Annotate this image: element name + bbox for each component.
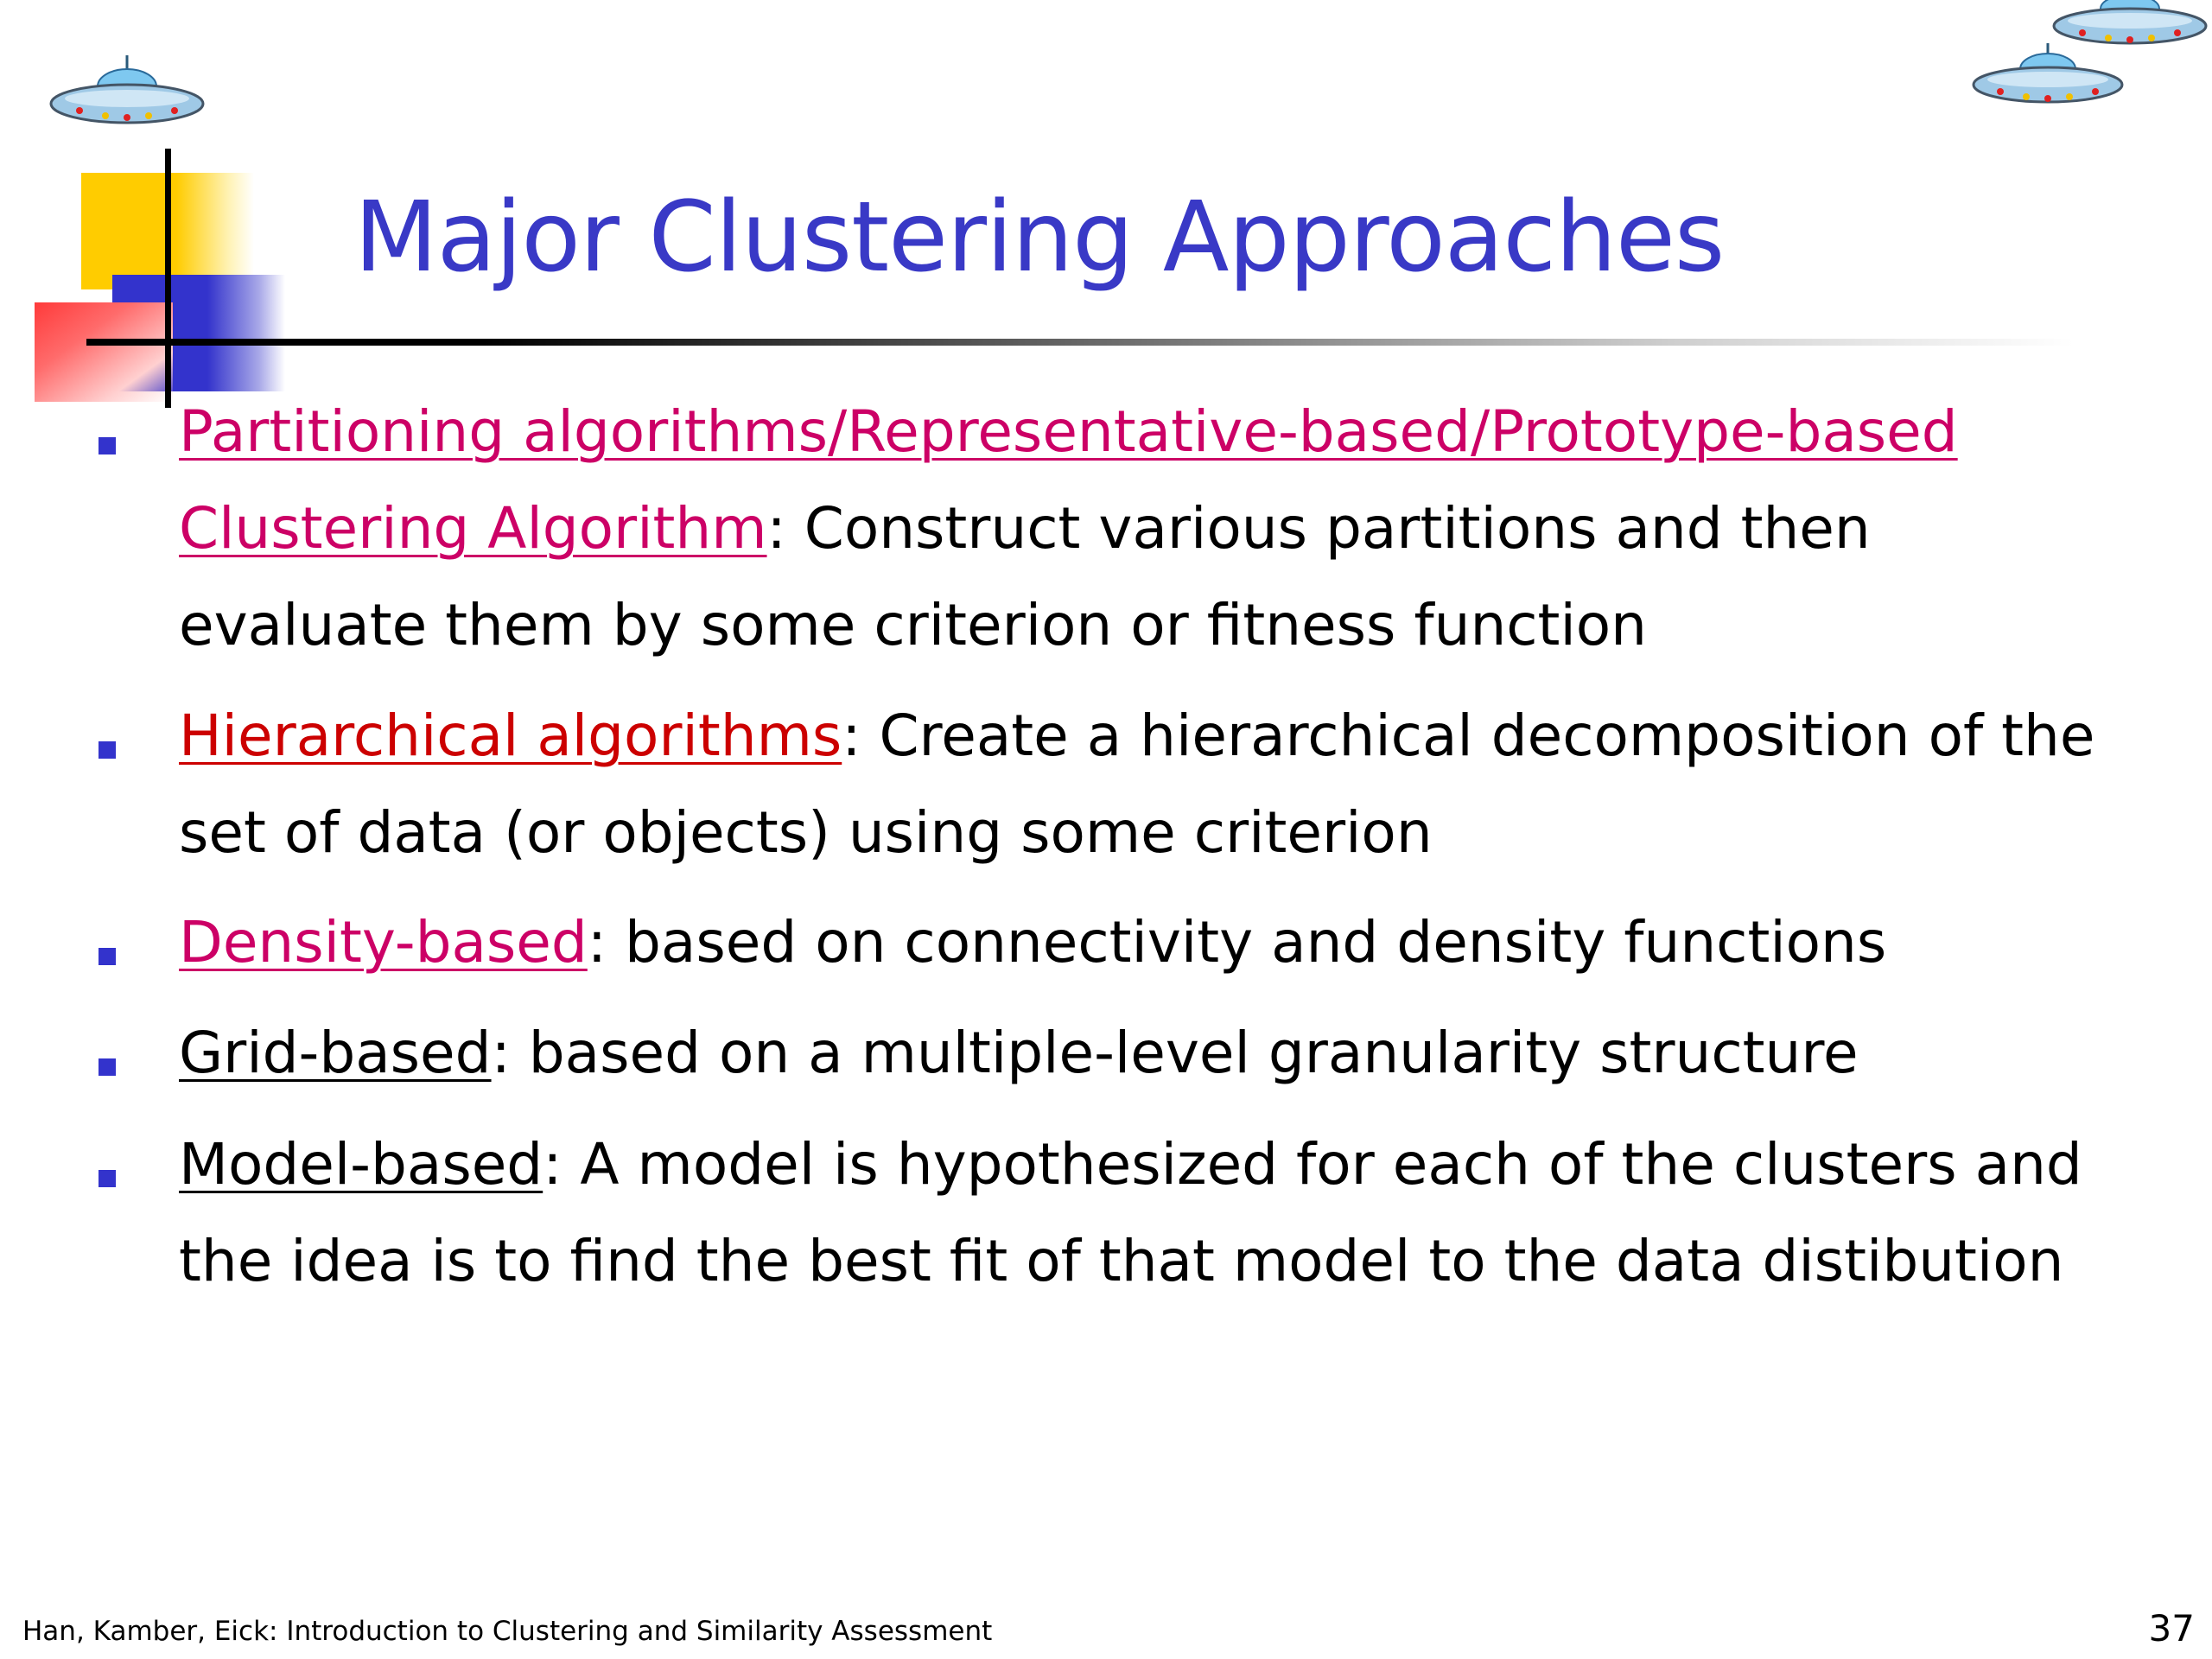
- term-link[interactable]: Hierarchical algorithms: [179, 702, 842, 769]
- term-description: : based on connectivity and density functions: [587, 909, 1887, 976]
- list-item-text: [179, 384, 2114, 674]
- slide-footer: Han, Kamber, Eick: Introduction to Clustering and Similarity Assessment: [22, 1616, 993, 1647]
- ufo-icon: [45, 52, 209, 134]
- slide-title: Major Clustering Approaches: [354, 181, 1725, 294]
- term-description: : based on a multiple-level granularity structure: [491, 1020, 1859, 1086]
- term-description: : Create a hierarchical decomposition of the set of data (or objects) using some criterion: [179, 702, 2095, 866]
- list-item-text: [179, 1116, 2114, 1310]
- decor-vertical-line: [165, 149, 171, 408]
- title-underline-rule: [86, 339, 2074, 346]
- ufo-icon: [1966, 41, 2130, 111]
- square-bullet-icon: [99, 1170, 116, 1187]
- term-description: : Construct various partitions and then evaluate them by some criterion or fitness function: [179, 495, 1871, 658]
- term-link[interactable]: Grid-based: [179, 1020, 492, 1086]
- square-bullet-icon: [99, 437, 116, 454]
- page-number: 37: [2148, 1607, 2195, 1649]
- decor-red-square: [35, 302, 173, 402]
- square-bullet-icon: [99, 1058, 116, 1076]
- term-description: : A model is hypothesized for each of the clusters and the idea is to find the best fit of that model to the data distibution: [179, 1131, 2082, 1294]
- square-bullet-icon: [99, 948, 116, 965]
- list-item-text: [179, 894, 2114, 991]
- term-link[interactable]: Partitioning algorithms/Representative-based/Prototype-based Clustering Algorithm: [179, 398, 1958, 562]
- term-link[interactable]: Model-based: [179, 1131, 543, 1198]
- list-item-text: [179, 688, 2114, 881]
- list-item-text: [179, 1005, 2114, 1102]
- square-bullet-icon: [99, 741, 116, 759]
- term-link[interactable]: Density-based: [179, 909, 588, 976]
